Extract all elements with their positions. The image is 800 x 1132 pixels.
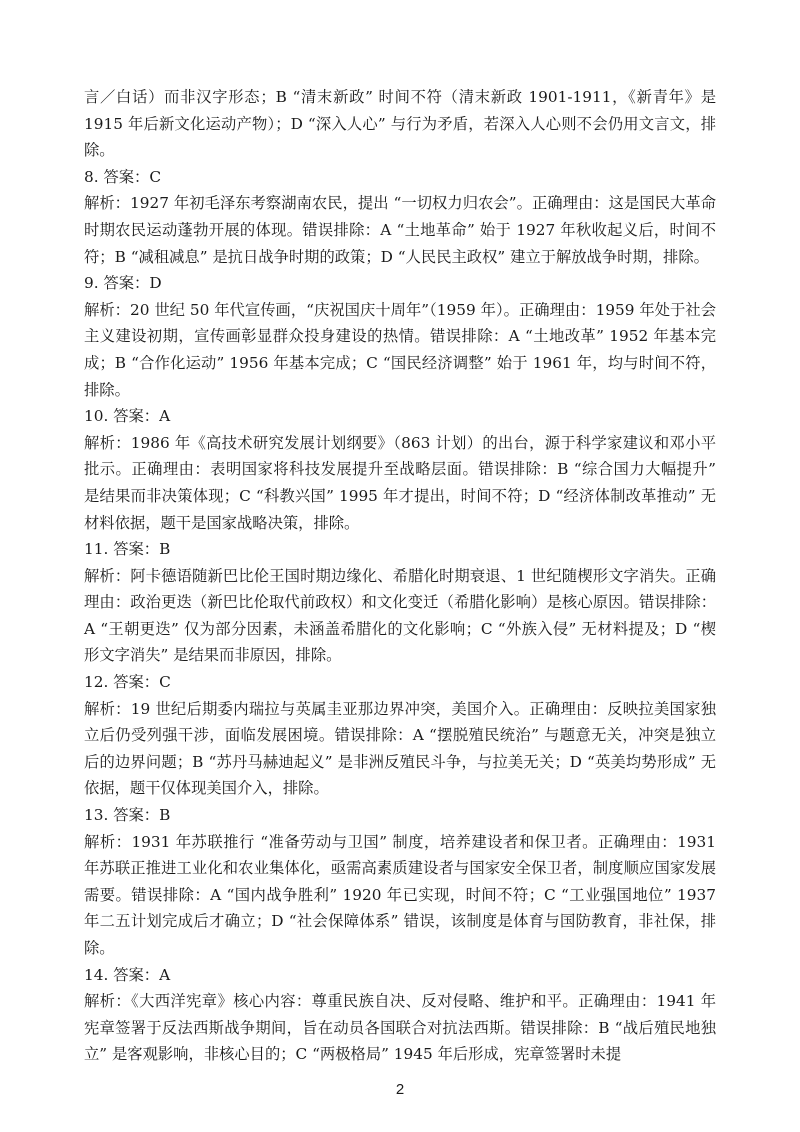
analysis-9: 解析：20 世纪 50 年代宣传画，“庆祝国庆十周年”（1959 年）。正确理由：1959 年处于社会主义建设初期，宣传画彰显群众投身建设的热情。错误排除：A “土地改革” 1952 年基本完成；B “合作化运动” 1956 年基本完成；C “国民经济调整” 始于 1961 年，均与时间不符，排除。 <box>84 300 716 399</box>
analysis-8: 解析：1927 年初毛泽东考察湖南农民，提出 “一切权力归农会”。正确理由：这是国民大革命时期农民运动蓬勃开展的体现。错误排除：A “土地革命” 始于 1927 年秋收起义后，时间不符；B “减租减息” 是抗日战争时期的政策；D “人民民主政权” 建立于解放战争时期，排除。 <box>84 194 716 266</box>
continued-analysis: 言／白话）而非汉字形态；B “清末新政” 时间不符（清末新政 1901-1911，《新青年》是 1915 年后新文化运动产物）；D “深入人心” 与行为矛盾，若深入人心则不会仍用文言文，排除。 <box>84 88 716 160</box>
analysis-10: 解析：1986 年《高技术研究发展计划纲要》（863 计划）的出台，源于科学家建议和邓小平批示。正确理由：表明国家将科技发展提升至战略层面。错误排除：B “综合国力大幅提升” 是结果而非决策体现；C “科教兴国” 1995 年才提出，时间不符；D “经济体制改革推动” 无材料依据，题干是国家战略决策，排除。 <box>84 433 716 532</box>
page-number: 2 <box>395 1081 405 1098</box>
answer-8: 8. 答案：C <box>84 167 162 186</box>
analysis-12: 解析：19 世纪后期委内瑞拉与英属圭亚那边界冲突，美国介入。正确理由：反映拉美国家独立后仍受列强干涉，面临发展困境。错误排除：A “摆脱殖民统治” 与题意无关，冲突是独立后的边界问题；B “苏丹马赫迪起义” 是非洲反殖民斗争，与拉美无关；D “英美均势形成” 无依据，题干仅体现美国介入，排除。 <box>84 699 716 798</box>
answer-14: 14. 答案：A <box>84 965 171 984</box>
document-body <box>84 84 716 1068</box>
answer-11: 11. 答案：B <box>84 540 171 559</box>
analysis-11: 解析：阿卡德语随新巴比伦王国时期边缘化、希腊化时期衰退、1 世纪随楔形文字消失。正确理由：政治更迭（新巴比伦取代前政权）和文化变迁（希腊化影响）是核心原因。错误排除：A “王朝更迭” 仅为部分因素，未涵盖希腊化的文化影响；C “外族入侵” 无材料提及；D “楔形文字消失” 是结果而非原因，排除。 <box>84 566 716 665</box>
answer-9: 9. 答案：D <box>84 274 162 293</box>
analysis-13: 解析：1931 年苏联推行 “准备劳动与卫国” 制度，培养建设者和保卫者。正确理由：1931 年苏联正推进工业化和农业集体化，亟需高素质建设者与国家安全保卫者，制度顺应国家发展需要。错误排除：A “国内战争胜利” 1920 年已实现，时间不符；C “工业强国地位” 1937 年二五计划完成后才确立；D “社会保障体系” 错误，该制度是体育与国防教育，非社保，排除。 <box>84 832 716 957</box>
answer-12: 12. 答案：C <box>84 673 171 692</box>
answer-13: 13. 答案：B <box>84 806 171 825</box>
analysis-14: 解析：《大西洋宪章》核心内容：尊重民族自决、反对侵略、维护和平。正确理由：1941 年宪章签署于反法西斯战争期间，旨在动员各国联合对抗法西斯。错误排除：B “战后殖民地独立” 是客观影响，非核心目的；C “两极格局” 1945 年后形成，宪章签署时未提 <box>84 992 716 1064</box>
answer-10: 10. 答案：A <box>84 407 171 426</box>
